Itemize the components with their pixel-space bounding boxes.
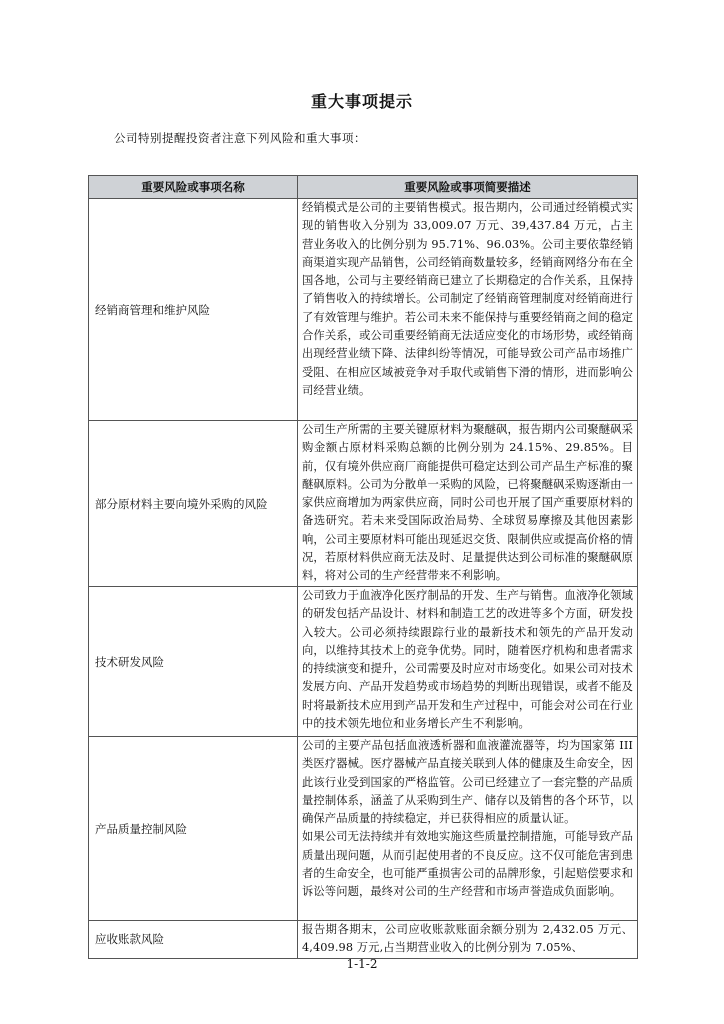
description-paragraph: 经销模式是公司的主要销售模式。报告期内，公司通过经销模式实现的销售收入分别为 33,009.07 万元、39,437.84 万元，占主营业务收入的比例分别为 95.71%、96.03%。公司主要依靠经销商渠道实现产品销售，公司经销商数量较多，经销商网络分布在全国各地，公司与主要经销商已建立了长期稳定的合作关系，且保持了销售收入的持续增长。公司制定了经销商管理制度对经销商进行了有效管理与维护。若公司未来不能保持与重要经销商之间的稳定合作关系，或公司重要经销商无法适应变化的市场形势，或经销商出现经营业绩下降、法律纠纷等情况，可能导致公司产品市场推广受阻、在相应区域被竞争对手取代或销售下滑的情形，进而影响公司经营业绩。 [302,201,633,397]
description-paragraph: 公司生产所需的主要关键原材料为聚醚砜，报告期内公司聚醚砜采购金额占原材料采购总额的比例分别为 24.15%、29.85%。目前，仅有境外供应商厂商能提供可稳定达到公司产品生产标准的聚醚砜原料。公司为分散单一采购的风险，已将聚醚砜采购逐渐由一家供应商增加为两家供应商，同时公司也开展了国产重要原材料的备选研究。若未来受国际政治局势、全球贸易摩擦及其他因素影响，公司主要原材料可能出现延迟交货、限制供应或提高价格的情况，若原材料供应商无法及时、足量提供达到公司标准的聚醚砜原料，将对公司的生产经营带来不利影响。 [302,423,633,583]
header-risk-description: 重要风险或事项简要描述 [298,176,638,199]
page-number: 1-1-2 [346,957,378,971]
description-paragraph: 如果公司无法持续并有效地实施这些质量控制措施，可能导致产品质量出现问题，从而引起使用者的不良反应。这不仅可能危害到患者的生命安全，也可能严重损害公司的品牌形象，引起赔偿要求和诉讼等问题，最终对公司的生产经营和市场声誉造成负面影响。 [302,830,633,899]
risk-description [298,921,638,959]
description-paragraph: 报告期各期末，公司应收账款账面余额分别为 2,432.05 万元、4,409.98 万元,占当期营业收入的比例分别为 7.05%、 [302,923,633,955]
page-title: 重大事项提示 [310,92,413,111]
table-row [89,421,638,587]
table-header-row [89,176,638,199]
risk-name: 经销商管理和维护风险 [89,199,298,421]
risk-name: 部分原材料主要向境外采购的风险 [89,421,298,587]
risk-name: 产品质量控制风险 [89,737,298,921]
header-risk-name: 重要风险或事项名称 [89,176,298,199]
risk-description [298,587,638,737]
intro-text: 公司特别提醒投资者注意下列风险和重大事项： [114,131,366,145]
table-row [89,737,638,921]
risk-table [88,175,638,959]
risk-description [298,421,638,587]
description-paragraph: 公司致力于血液净化医疗制品的开发、生产与销售。血液净化领域的研发包括产品设计、材料和制造工艺的改进等多个方面，研发投入较大。公司必须持续跟踪行业的最新技术和领先的产品开发动向，以维持其技术上的竞争优势。同时，随着医疗机构和患者需求的持续演变和提升，公司需要及时应对市场变化。如果公司对技术发展方向、产品开发趋势或市场趋势的判断出现错误，或者不能及时将最新技术应用到产品开发和生产过程中，可能会对公司在行业中的技术领先地位和业务增长产生不利影响。 [302,589,633,731]
risk-description [298,737,638,921]
description-paragraph: 公司的主要产品包括血液透析器和血液灌流器等，均为国家第 III 类医疗器械。医疗器械产品直接关联到人体的健康及生命安全，因此该行业受到国家的严格监管。公司已经建立了一套完整的产品质量控制体系，涵盖了从采购到生产、储存以及销售的各个环节，以确保产品质量的持续稳定，并已获得相应的质量认证。 [302,739,633,826]
table-row [89,587,638,737]
table-row [89,921,638,959]
risk-description [298,199,638,421]
table-row [89,199,638,421]
risk-name: 应收账款风险 [89,921,298,959]
risk-name: 技术研发风险 [89,587,298,737]
